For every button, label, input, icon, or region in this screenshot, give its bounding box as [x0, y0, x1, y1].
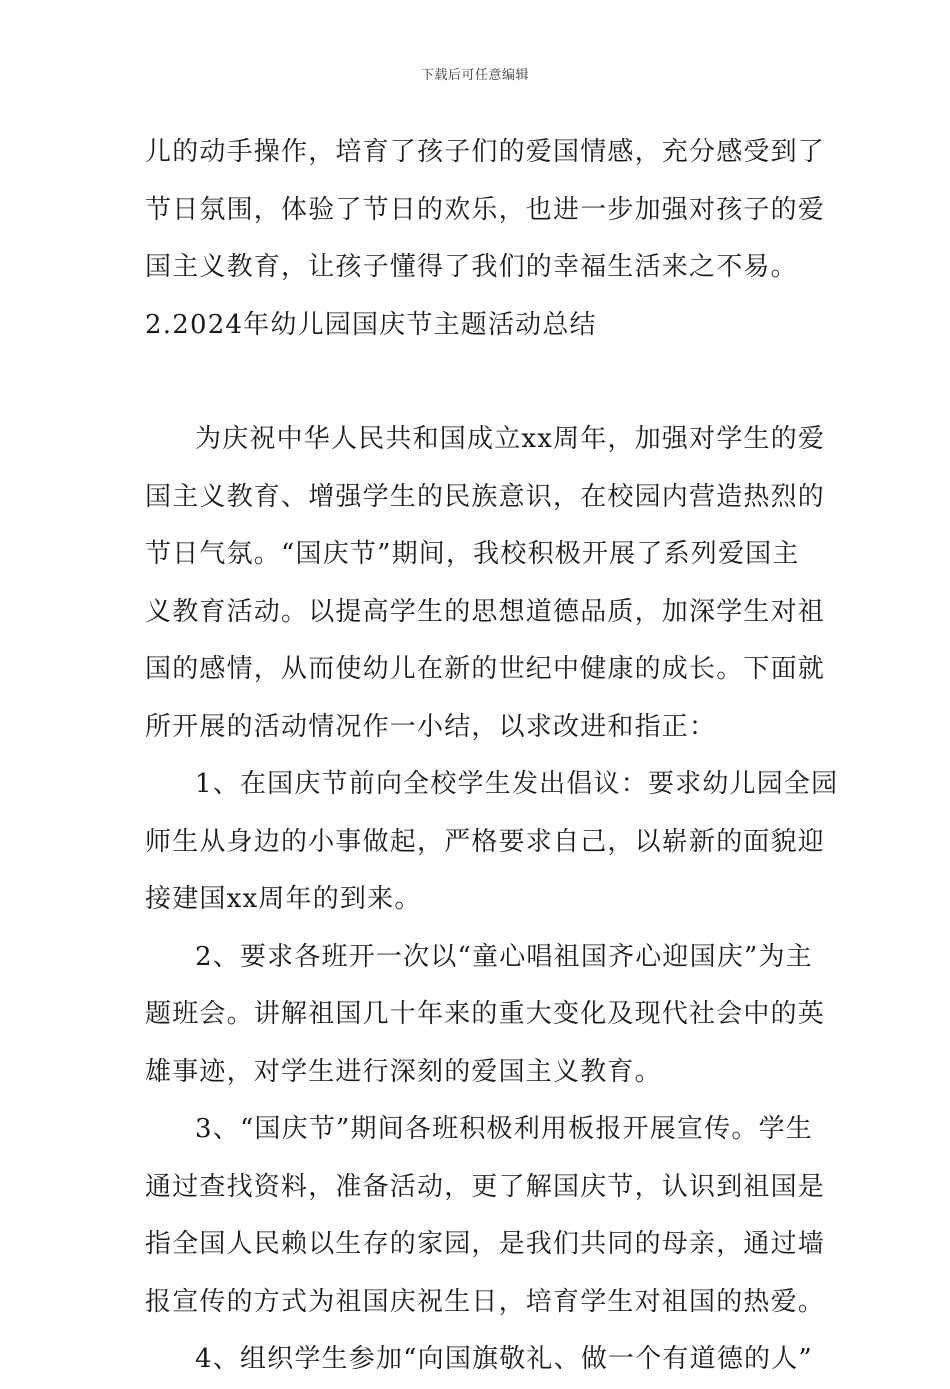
paragraph-line: 报宣传的方式为祖国庆祝生日，培育学生对祖国的热爱。 — [145, 1286, 826, 1317]
paragraph-line: 2、要求各班开一次以“童心唱祖国齐心迎国庆”为主 — [195, 941, 813, 972]
paragraph-line: 节日气氛。“国庆节”期间，我校积极开展了系列爱国主 — [145, 539, 800, 569]
paragraph-line: 1、在国庆节前向全校学生发出倡议：要求幼儿园全园 — [195, 769, 839, 799]
paragraph-line: 节日氛围，体验了节日的欢乐，也进一步加强对孩子的爱 — [145, 194, 826, 225]
paragraph-line: 所开展的活动情况作一小结，以求改进和指正： — [145, 711, 717, 742]
paragraph-line: 接建国xx周年的到来。 — [145, 884, 422, 914]
paragraph-line: 为庆祝中华人民共和国成立xx周年，加强对学生的爱 — [195, 424, 826, 454]
section-spacer — [145, 354, 810, 411]
paragraph-line: 3、“国庆节”期间各班积极利用板报开展宣传。学生 — [195, 1114, 813, 1144]
page-header-note: 下载后可任意编辑 — [420, 68, 529, 83]
paragraph-line: 国的感情，从而使幼儿在新的世纪中健康的成长。下面就 — [145, 654, 826, 684]
paragraph-line: 雄事迹，对学生进行深刻的爱国主义教育。 — [145, 1056, 662, 1087]
document-body — [145, 124, 839, 1389]
paragraph-line: 儿的动手操作，培育了孩子们的爱国情感，充分感受到了 — [145, 137, 826, 167]
paragraph-line: 师生从身边的小事做起，严格要求自己，以崭新的面貌迎 — [145, 826, 826, 857]
paragraph-line: 指全国人民赖以生存的家园，是我们共同的母亲，通过墙 — [145, 1229, 826, 1259]
paragraph-line: 国主义教育、增强学生的民族意识，在校园内营造热烈的 — [145, 481, 826, 512]
paragraph-line: 义教育活动。以提高学生的思想道德品质，加深学生对祖 — [145, 596, 826, 627]
paragraph-line: 通过查找资料，准备活动，更了解国庆节，认识到祖国是 — [145, 1171, 826, 1202]
paragraph-line: 国主义教育，让孩子懂得了我们的幸福生活来之不易。 — [145, 252, 798, 282]
section-heading: 2.2024年幼儿园国庆节主题活动总结 — [145, 309, 597, 340]
paragraph-line: 题班会。讲解祖国几十年来的重大变化及现代社会中的英 — [145, 999, 826, 1029]
paragraph-line: 4、组织学生参加“向国旗敬礼、做一个有道德的人” — [195, 1344, 813, 1374]
